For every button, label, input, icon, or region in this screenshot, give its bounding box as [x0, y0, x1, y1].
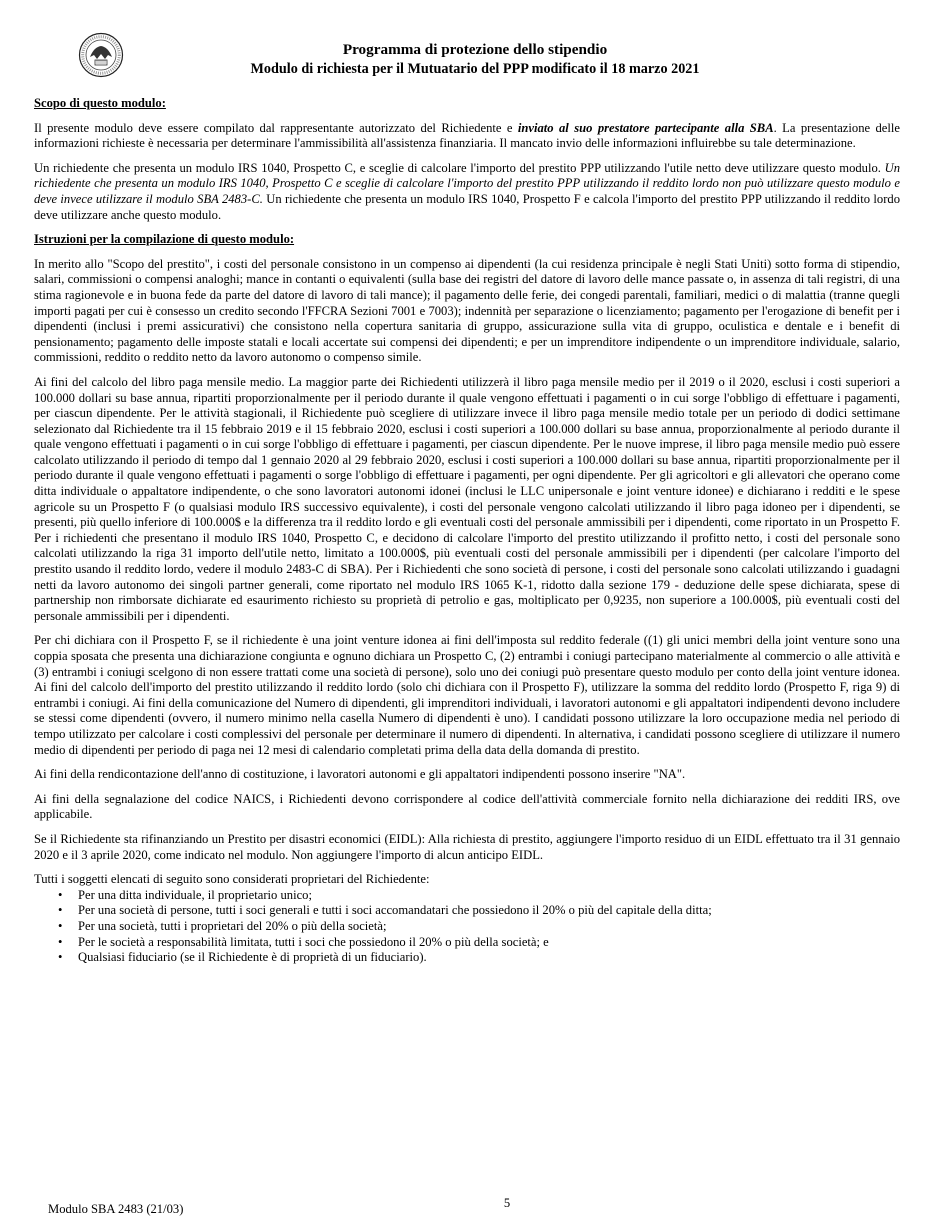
list-item: • Per una società, tutti i proprietari del 20% o più della società; — [58, 919, 900, 935]
form-identifier: Modulo SBA 2483 (21/03) — [48, 1202, 184, 1216]
document-title: Programma di protezione dello stipendio — [342, 41, 608, 58]
scope-paragraph-1: Il presente modulo deve essere compilato dal rappresentante autorizzato del Richiedente e inviato al suo prestatore partecipante alla SBA. La presentazione delle informazioni richieste è necessaria per determinare l'ammissibilità all'assistenza finanziaria. Il mancato invio delle informazioni influirebbe su tale determinazione. — [34, 120, 900, 151]
list-item: • Per una ditta individuale, il proprietario unico; — [58, 888, 900, 904]
owners-intro: Tutti i soggetti elencati di seguito sono considerati proprietari del Richiedente: — [34, 872, 430, 887]
list-item: • Per una società di persone, tutti i soci generali e tutti i soci accomandatari che possiedono il 20% o più del capitale della ditta; — [58, 903, 900, 919]
instructions-paragraph: Ai fini della rendicontazione dell'anno di costituzione, i lavoratori autonomi e gli appaltatori indipendenti possono inserire "NA". — [34, 767, 686, 782]
scope-paragraph-2: Un richiedente che presenta un modulo IRS 1040, Prospetto C, e sceglie di calcolare l'importo del prestito PPP utilizzando l'utile netto deve utilizzare questo modulo. Un richiedente che presenta un modulo IRS 1040, Prospetto C e sceglie di calcolare l'importo del prestito PPP utilizzando il reddito lordo non può utilizzare questo modulo e deve invece utilizzare il modulo SBA 2483-C. Un richiedente che presenta un modulo IRS 1040, Prospetto F e calcola l'importo del prestito PPP utilizzando il reddito lordo deve utilizzare anche questo modulo. — [34, 160, 900, 222]
instructions-paragraph: In merito allo "Scopo del prestito", i costi del personale consistono in un compenso ai dipendenti (la cui residenza principale è negli Stati Uniti) sotto forma di stipendio, salari, commissioni o compensi analoghi; mance in contanti o equivalenti (sulla base dei registri del datore di lavoro delle mance passate o, in assenza di tali registri, di una stima ragionevole e in buona fede da parte del datore di lavoro di tali mance); il pagamento delle ferie, dei congedi parentali, familiari, medici o di malattia (tranne quegli importi pagati per cui è consesso un credito secondo l'FFCRA Sezioni 7001 e 7003); indennità per separazione o licenziamento; pagamento per l'erogazione di benefit per i dipendenti (inclusi i premi assicurativi) che consistono nella copertura sanitaria di gruppo, assicurazione sulla vita di gruppo, oculistica e dentale e i benefit di pensionamento; pagamento delle imposte statali e locali accertate sui compensi dei dipendenti; e per un imprenditore indipendente o un imprenditore individuale, salario, commissioni, reddito o reddito netto da lavoro autonomo o compenso simile. — [34, 256, 900, 365]
document-body — [34, 96, 900, 966]
owners-list — [34, 888, 900, 966]
document-subtitle: Modulo di richiesta per il Mutuatario del PPP modificato il 18 marzo 2021 — [250, 61, 700, 77]
instructions-paragraph: Per chi dichiara con il Prospetto F, se il richiedente è una joint venture idonea ai fini dell'imposta sul reddito federale ((1) gli unici membri della joint venture sono una coppia sposata che presenta una dichiarazione congiunta e ognuno dichiara un Prospetto C, (2) entrambi i coniugi partecipano materialmente al commercio o alle attività e (3) entrambi i coniugi scelgono di non essere trattati come una società di persone), solo uno dei coniugi può presentare questo modulo per conto della joint venture idonea. Ai fini del calcolo dell'importo del prestito utilizzando il reddito lordo (solo chi dichiara con il Prospetto F), utilizzare la somma del reddito lordo (Prospetto F, riga 9) di entrambi i coniugi. Ai fini della comunicazione del Numero di dipendenti, gli imprenditori individuali, i lavoratori autonomi e gli appaltatori indipendenti devono includere se stessi come dipendenti (ovvero, il numero minimo nella casella Numero di dipendenti è uno). I candidati possono utilizzare la loro occupazione media nel periodo di tempo utilizzato per calcolare i costi complessivi del personale per determinare il numero di dipendenti. In alternativa, i candidati possono scegliere di utilizzare il numero medio di dipendenti per periodo di paga nei 12 mesi di calendario completati prima della data della domanda di prestito. — [34, 633, 900, 757]
page-number: 5 — [503, 1196, 511, 1210]
instructions-paragraph: Ai fini del calcolo del libro paga mensile medio. La maggior parte dei Richiedenti utilizzerà il libro paga mensile medio per il 2019 o il 2020, esclusi i costi superiori a 100.000 dollari su base annua, ripartiti proporzionalmente per il periodo durante il quale vengono effettuati i pagamenti o in cui sorge l'obbligo di effettuare i pagamenti, per ciascun dipendente. Per le attività stagionali, il Richiedente può scegliere di utilizzare invece il libro paga mensile medio totale per un periodo di dodici settimane selezionato dal Richiedente tra il 15 febbraio 2019 e il 15 febbraio 2020, esclusi i costi superiori a 100.000 dollari su base annua, proporzionalmente al periodo durante il quale vengono effettuati i pagamenti o in cui sorge l'obbligo di effettuare i pagamenti, per ciascun dipendente. Per le nuove imprese, il libro paga mensile medio può essere calcolato utilizzando il periodo di tempo dal 1 gennaio 2020 al 29 febbraio 2020, esclusi i costi superiori a 100.000 dollari su base annua, ripartiti proporzionalmente per il periodo durante il quale vengono effettuati i pagamenti o sorge l'obbligo di effettuare i pagamenti, per ogni dipendente. Per gli agricoltori e gli allevatori che operano come ditta individuale o appaltatore indipendente, o che sono lavoratori autonomi idonei (inclusi le LLC unipersonale e joint venture idonee) e dichiarano i redditi e le spese agricole su un Prospetto F (o qualsiasi modulo IRS successivo equivalente), i costi del personale vengono calcolati utilizzando il libro paga idoneo per i dipendenti, se presenti, più quello inferiore di 100.000$ e la differenza tra il reddito lordo e gli eventuali costi del personale ammissibili per i dipendenti, come riportato in un Prospetto F. Per i richiedenti che presentano il modulo IRS 1040, Prospetto C, e decidono di calcolare l'importo del prestito utilizzando il profitto netto, i costi del personale sono calcolati utilizzando la riga 31 importo dell'utile netto, limitato a 100.000$, più eventuali costi del personale ammissibili per i dipendenti (per calcolare l'importo del prestito usando il reddito lordo, vedere il modulo 2483-C di SBA). Per i Richiedenti che sono società di persone, i costi del personale sono calcolati utilizzando i guadagni netti da lavoro autonomo dei singoli partner generali, come riportato nel modulo IRS 1065 K-1, ridotto dalla sezione 179 - deduzione delle spese dichiarata, spese di partnership non rimborsate dichiarate ed esaurimento richiesto su proprietà di petrolio e gas, moltiplicato per 0,9235, non superiore a 100.000$, più eventuali costi del personale ammissibili per i dipendenti. — [34, 374, 900, 623]
instructions-paragraph: Se il Richiedente sta rifinanziando un Prestito per disastri economici (EIDL): Alla richiesta di prestito, aggiungere l'importo residuo di un EIDL effettuato tra il 31 gennaio 2020 e il 3 aprile 2020, come indicato nel modulo. Non aggiungere l'importo di alcun anticipo EIDL. — [34, 831, 900, 862]
instructions-paragraph: Ai fini della segnalazione del codice NAICS, i Richiedenti devono corrispondere al codice dell'attività commerciale fornito nella dichiarazione dei redditi IRS, ove applicabile. — [34, 791, 900, 822]
scope-heading: Scopo di questo modulo: — [34, 96, 166, 110]
list-item: • Qualsiasi fiduciario (se il Richiedente è di proprietà di un fiduciario). — [58, 950, 900, 966]
instructions-heading: Istruzioni per la compilazione di questo modulo: — [34, 232, 295, 247]
list-item: • Per le società a responsabilità limitata, tutti i soci che possiedono il 20% o più della società; e — [58, 935, 900, 951]
